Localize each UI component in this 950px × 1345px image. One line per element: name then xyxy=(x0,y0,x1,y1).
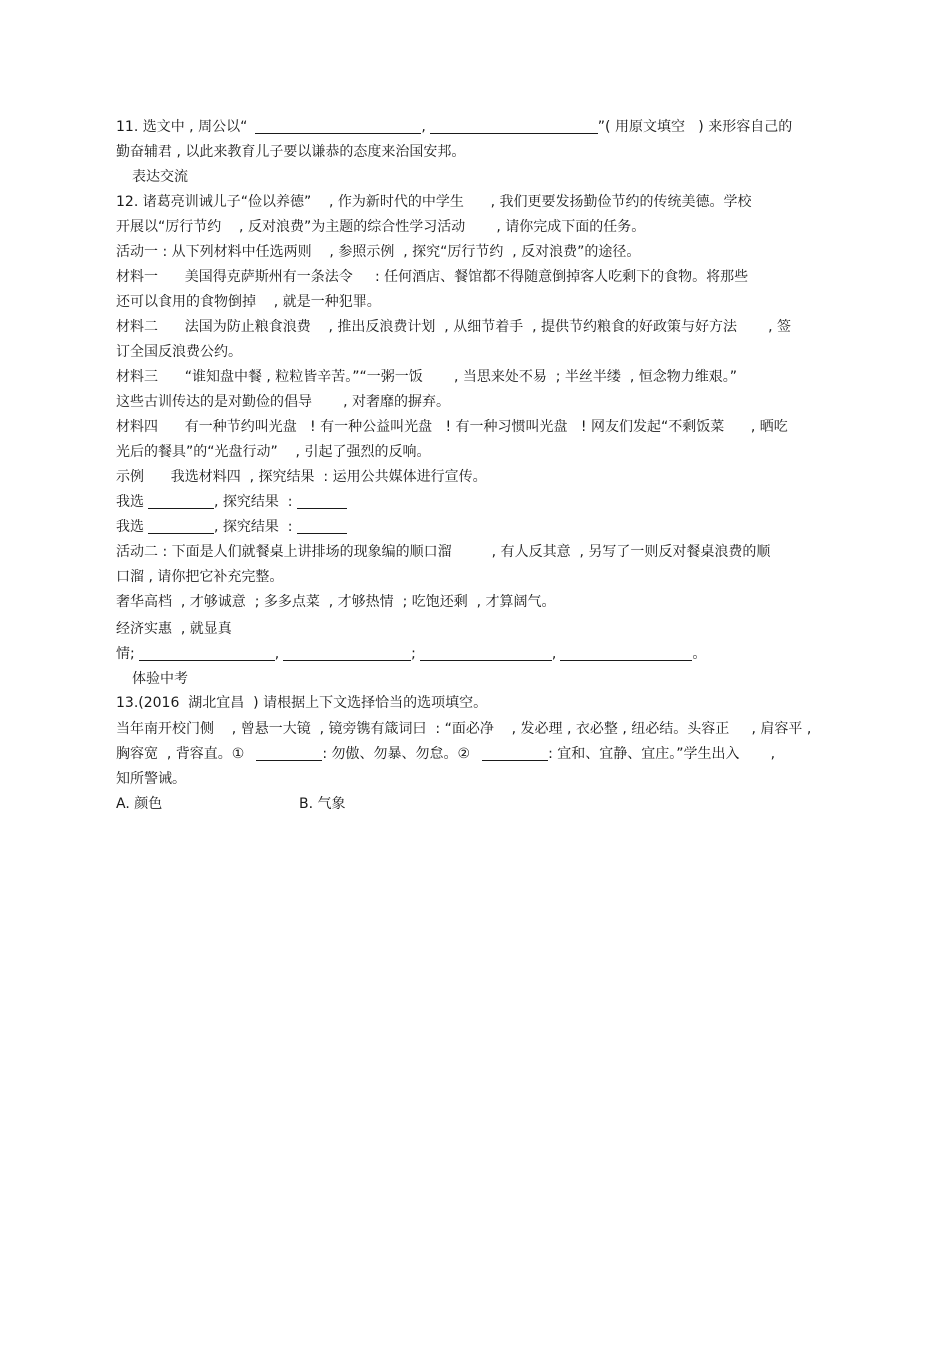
choice-1-result-blank[interactable] xyxy=(297,494,347,509)
example-line: 示例 我选材料四 , 探究结果 : 运用公共媒体进行宣传。 xyxy=(116,469,487,485)
rhyme-semicolon: ; xyxy=(411,646,416,662)
material-2-line-2: 订全国反浪费公约。 xyxy=(116,344,242,360)
rhyme-blank-1[interactable] xyxy=(139,646,275,661)
section-heading-exam: 体验中考 xyxy=(132,671,188,687)
q13-text-c: : 宜和、宜静、宜庄。”学生出入 , xyxy=(548,746,776,762)
rhyme-prefix: 情; xyxy=(116,646,135,662)
choice-line-1 xyxy=(116,493,347,511)
q12-activity-1: 活动一 : 从下列材料中任选两则 , 参照示例 , 探究“厉行节约 , 反对浪费”的途径。 xyxy=(116,244,641,260)
choice-2-material-blank[interactable] xyxy=(148,519,214,534)
q12-line-2: 开展以“厉行节约 , 反对浪费”为主题的综合性学习活动 , 请你完成下面的任务。 xyxy=(116,219,646,235)
choose-prefix: 我选 xyxy=(116,519,144,535)
choice-line-2 xyxy=(116,518,347,536)
q13-line-2: 当年南开校门侧 , 曾悬一大镜 , 镜旁镌有箴词曰 : “面必净 , 发必理 , 衣必整 , 纽必结。头容正 , 肩容平 , xyxy=(116,721,812,737)
choose-mid: , 探究结果 : xyxy=(214,494,293,510)
material-2-line-1: 材料二 法国为防止粮食浪费 , 推出反浪费计划 , 从细节着手 , 提供节约粮食的好政策与好方法 , 签 xyxy=(116,319,792,335)
section-heading-expression: 表达交流 xyxy=(132,169,188,185)
rhyme-line-2: 经济实惠 , 就显真 xyxy=(116,621,232,637)
q13-blank-2[interactable] xyxy=(482,746,548,761)
option-b[interactable]: B. 气象 xyxy=(299,796,346,812)
q11-text-a: 11. 选文中 , 周公以“ xyxy=(116,119,248,135)
rhyme-period: 。 xyxy=(692,646,707,662)
q12-activity-2-line-2: 口溜 , 请你把它补充完整。 xyxy=(116,569,284,585)
q13-line-3 xyxy=(116,745,775,763)
q11-line-1 xyxy=(116,118,792,136)
q13-text-b: : 勿傲、勿暴、勿怠。② xyxy=(322,746,471,762)
choose-mid: , 探究结果 : xyxy=(214,519,293,535)
choice-2-result-blank[interactable] xyxy=(297,519,347,534)
option-a[interactable]: A. 颜色 xyxy=(116,796,163,812)
q12-activity-2-line-1: 活动二 : 下面是人们就餐桌上讲排场的现象编的顺口溜 , 有人反其意 , 另写了一则反对餐桌浪费的顺 xyxy=(116,544,771,560)
choose-prefix: 我选 xyxy=(116,494,144,510)
rhyme-blank-3[interactable] xyxy=(420,646,552,661)
q12-line-1: 12. 诸葛亮训诫儿子“俭以养德” , 作为新时代的中学生 , 我们更要发扬勤俭节约的传统美德。学校 xyxy=(116,194,752,210)
rhyme-comma: , xyxy=(274,646,280,662)
rhyme-comma: , xyxy=(551,646,557,662)
rhyme-line-1: 奢华高档 , 才够诚意 ; 多多点菜 , 才够热情 ; 吃饱还剩 , 才算阔气。 xyxy=(116,594,556,610)
q11-blank-1[interactable] xyxy=(255,119,421,134)
q13-line-4: 知所警诫。 xyxy=(116,771,186,787)
material-4-line-1: 材料四 有一种节约叫光盘 ! 有一种公益叫光盘 ! 有一种习惯叫光盘 ! 网友们发起“不剩饭菜 , 晒吃 xyxy=(116,419,788,435)
rhyme-blank-2[interactable] xyxy=(283,646,411,661)
q11-text-b: ”( 用原文填空 ) 来形容自己的 xyxy=(597,119,793,135)
q11-line-2: 勤奋辅君 , 以此来教育儿子要以谦恭的态度来治国安邦。 xyxy=(116,144,466,160)
material-4-line-2: 光后的餐具”的“光盘行动” , 引起了强烈的反响。 xyxy=(116,444,431,460)
material-3-line-2: 这些古训传达的是对勤俭的倡导 , 对奢靡的摒弃。 xyxy=(116,394,451,410)
q11-blank-2[interactable] xyxy=(430,119,598,134)
choice-1-material-blank[interactable] xyxy=(148,494,214,509)
q13-text-a: 胸容宽 , 背容直。① xyxy=(116,746,245,762)
rhyme-line-3 xyxy=(116,645,706,663)
material-3-line-1: 材料三 “谁知盘中餐 , 粒粒皆辛苦。”“一粥一饭 , 当思来处不易 ; 半丝半缕 , 恒念物力维艰。” xyxy=(116,369,737,385)
q13-line-1: 13.(2016 湖北宜昌 ) 请根据上下文选择恰当的选项填空。 xyxy=(116,695,488,711)
q11-separator: , xyxy=(421,119,426,135)
rhyme-blank-4[interactable] xyxy=(560,646,692,661)
q13-blank-1[interactable] xyxy=(256,746,322,761)
material-1-line-2: 还可以食用的食物倒掉 , 就是一种犯罪。 xyxy=(116,294,381,310)
material-1-line-1: 材料一 美国得克萨斯州有一条法令 : 任何酒店、餐馆都不得随意倒掉客人吃剩下的食物。将那些 xyxy=(116,269,749,285)
